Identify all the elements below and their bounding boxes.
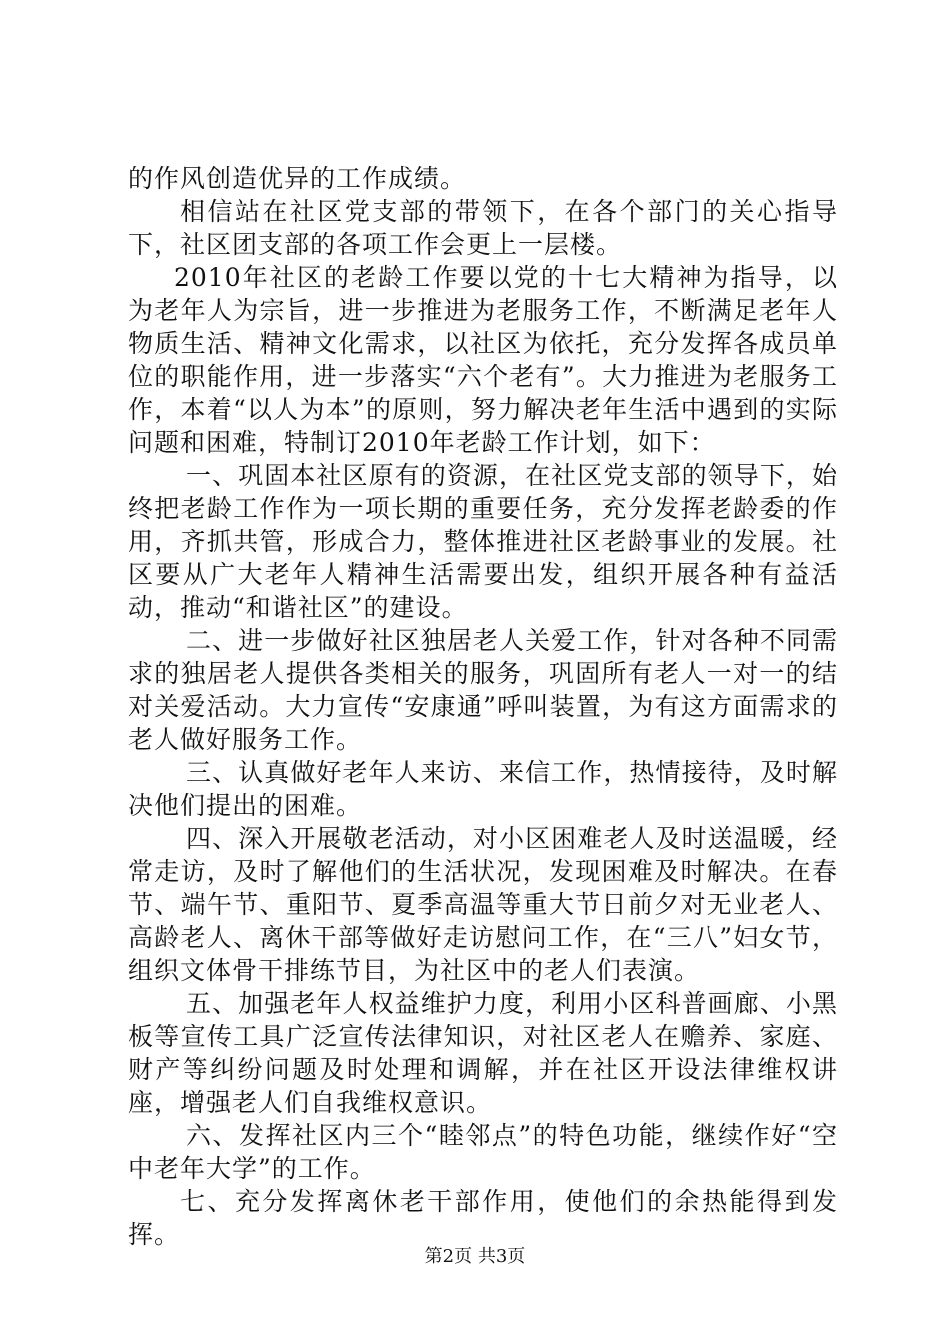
paragraph-item-7: 七、充分发挥离休老干部作用，使他们的余热能得到发挥。 — [128, 1187, 838, 1249]
paragraph-item-6: 六、发挥社区内三个“睦邻点”的特色功能，继续作好“空中老年大学”的工作。 — [128, 1121, 838, 1183]
page-number-footer: 第2页 共3页 — [424, 1246, 526, 1267]
paragraph-item-1: 一、巩固本社区原有的资源，在社区党支部的领导下，始终把老龄工作作为一项长期的重要任务，充分发挥老龄委的作用，齐抓共管，形成合力，整体推进社区老龄事业的发展。社区要从广大老年人精神生活需要出发，组织开展各种有益活动，推动“和谐社区”的建设。 — [128, 461, 838, 622]
paragraph-2010-plan-intro: 2010年社区的老龄工作要以党的十七大精神为指导，以为老年人为宗旨，进一步推进为老服务工作，不断满足老年人物质生活、精神文化需求，以社区为依托，充分发挥各成员单位的职能作用，进一步落实“六个老有”。大力推进为老服务工作，本着“以人为本”的原则，努力解决老年生活中遇到的实际问题和困难，特制订2010年老龄工作计划，如下： — [128, 263, 838, 457]
paragraph-item-3: 三、认真做好老年人来访、来信工作，热情接待，及时解决他们提出的困难。 — [128, 758, 838, 820]
document-body — [128, 162, 838, 1251]
paragraph-item-4: 四、深入开展敬老活动，对小区困难老人及时送温暖，经常走访，及时了解他们的生活状况，发现困难及时解决。在春节、端午节、重阳节、夏季高温等重大节日前夕对无业老人、高龄老人、离休干部等做好走访慰问工作，在“三八”妇女节，组织文体骨干排练节目，为社区中的老人们表演。 — [128, 824, 838, 985]
paragraph-continuation: 的作风创造优异的工作成绩。 — [128, 164, 467, 193]
paragraph-item-5: 五、加强老年人权益维护力度，利用小区科普画廊、小黑板等宣传工具广泛宣传法律知识，对社区老人在赡养、家庭、财产等纠纷问题及时处理和调解，并在社区开设法律维权讲座，增强老人们自我维权意识。 — [128, 989, 838, 1117]
paragraph-confidence: 相信站在社区党支部的带领下，在各个部门的关心指导下，社区团支部的各项工作会更上一层楼。 — [128, 197, 838, 259]
paragraph-item-2: 二、进一步做好社区独居老人关爱工作，针对各种不同需求的独居老人提供各类相关的服务，巩固所有老人一对一的结对关爱活动。大力宣传“安康通”呼叫装置，为有这方面需求的老人做好服务工作。 — [128, 626, 838, 754]
